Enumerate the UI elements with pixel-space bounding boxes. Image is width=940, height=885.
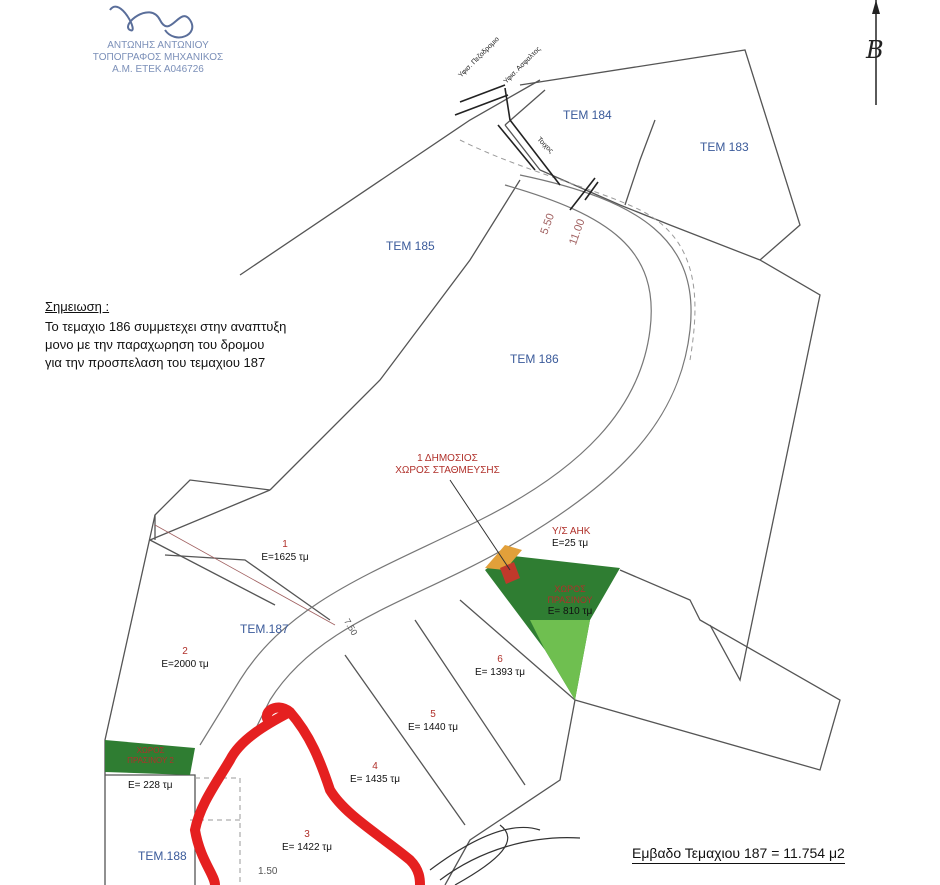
green-space-2-title-1: ΧΩΡΟΣ xyxy=(136,746,165,755)
lot-6-number: 6 xyxy=(497,654,503,665)
lot-2-label xyxy=(155,645,215,671)
green-space-1-title-1: ΧΩΡΟΣ xyxy=(554,584,586,594)
parcel-label-183: ΤΕΜ 183 xyxy=(700,140,749,154)
parcel-label-187: ΤΕΜ.187 xyxy=(240,622,289,636)
signature-scribble xyxy=(110,7,192,38)
parcel-label-184: ΤΕΜ 184 xyxy=(563,108,612,122)
lot-1-label xyxy=(255,538,315,564)
dashed-lines xyxy=(190,140,695,885)
parking-label xyxy=(380,453,515,477)
north-arrow-label: B xyxy=(866,36,884,64)
note-title: Σημειωση : xyxy=(45,299,110,314)
parcel-label-186: ΤΕΜ 186 xyxy=(510,352,559,366)
dimension-label-1-50: 1.50 xyxy=(258,866,278,877)
parking-leader-line xyxy=(450,480,510,570)
parcel-label-185: ΤΕΜ 185 xyxy=(386,239,435,253)
green-space-2-area: Ε= 228 τμ xyxy=(128,780,173,791)
note-line-1: Το τεμαχιο 186 συμμετεχει στην αναπτυξη xyxy=(45,319,287,334)
lot-4-area: Ε= 1435 τμ xyxy=(349,774,401,785)
lot-1-area: Ε=1625 τμ xyxy=(261,552,309,563)
lot-2-area: Ε=2000 τμ xyxy=(161,659,209,670)
lot-4-number: 4 xyxy=(372,761,378,772)
surveyor-stamp xyxy=(78,40,238,76)
green-space-2-label xyxy=(108,746,193,766)
green-space-2-title-2: ΠΡΑΣΙΝΟΥ 2 xyxy=(127,756,174,765)
lot-4-label xyxy=(345,760,405,786)
lot-6-label xyxy=(470,653,530,679)
pen-scribbles xyxy=(430,825,580,885)
green-space-1-title-2: ΠΡΑΣΙΝΟΥ xyxy=(547,595,593,605)
width-label-11-00: 11.00 xyxy=(567,217,588,247)
lot-5-number: 5 xyxy=(430,709,436,720)
substation-area: Ε=25 τμ xyxy=(552,538,589,549)
total-area-label: Εμβαδο Τεμαχιου 187 = 11.754 μ2 xyxy=(632,845,845,864)
parking-label-line-1: 1 ΔΗΜΟΣΙΟΣ xyxy=(417,453,478,464)
lot-1-number: 1 xyxy=(282,539,288,550)
note-block xyxy=(45,298,286,372)
substation-name: Υ/Σ ΑΗΚ xyxy=(552,526,591,537)
green-space-1-area: Ε= 810 τμ xyxy=(547,606,593,617)
green-space-1-label xyxy=(530,584,610,617)
note-line-2: μονο με την παραχωρηση του δρομου xyxy=(45,337,265,352)
stamp-title: ΤΟΠΟΓΡΑΦΟΣ ΜΗΧΑΝΙΚΟΣ xyxy=(92,52,224,63)
width-label-5-50: 5.50 xyxy=(538,211,558,237)
red-outline-marker xyxy=(195,707,420,885)
parcel-label-188: ΤΕΜ.188 xyxy=(138,849,187,863)
lot-5-area: Ε= 1440 τμ xyxy=(407,722,459,733)
stamp-name: ΑΝΤΩΝΗΣ ΑΝΤΩΝΙΟΥ xyxy=(107,40,209,51)
note-line-3: για την προσπελαση του τεμαχιου 187 xyxy=(45,355,266,370)
lot-3-label xyxy=(277,828,337,854)
asphalt-label: Υφισ. Ασφαλτος xyxy=(502,45,543,86)
lot-3-area: Ε= 1422 τμ xyxy=(281,842,333,853)
road-width-label: 7.50 xyxy=(342,616,360,638)
parking-label-line-2: ΧΩΡΟΣ ΣΤΑΘΜΕΥΣΗΣ xyxy=(395,465,500,476)
lot-3-number: 3 xyxy=(304,829,310,840)
lot-5-label xyxy=(403,708,463,734)
substation-label xyxy=(552,526,590,550)
wall-label: Τοιχος xyxy=(535,136,555,155)
lot-6-area: Ε= 1393 τμ xyxy=(474,667,526,678)
sidewalk-label: Υφισ. Πεζοδρομιο xyxy=(457,35,501,80)
stamp-registration: Α.Μ. ΕΤΕΚ Α046726 xyxy=(112,64,204,75)
lot-2-number: 2 xyxy=(182,646,188,657)
